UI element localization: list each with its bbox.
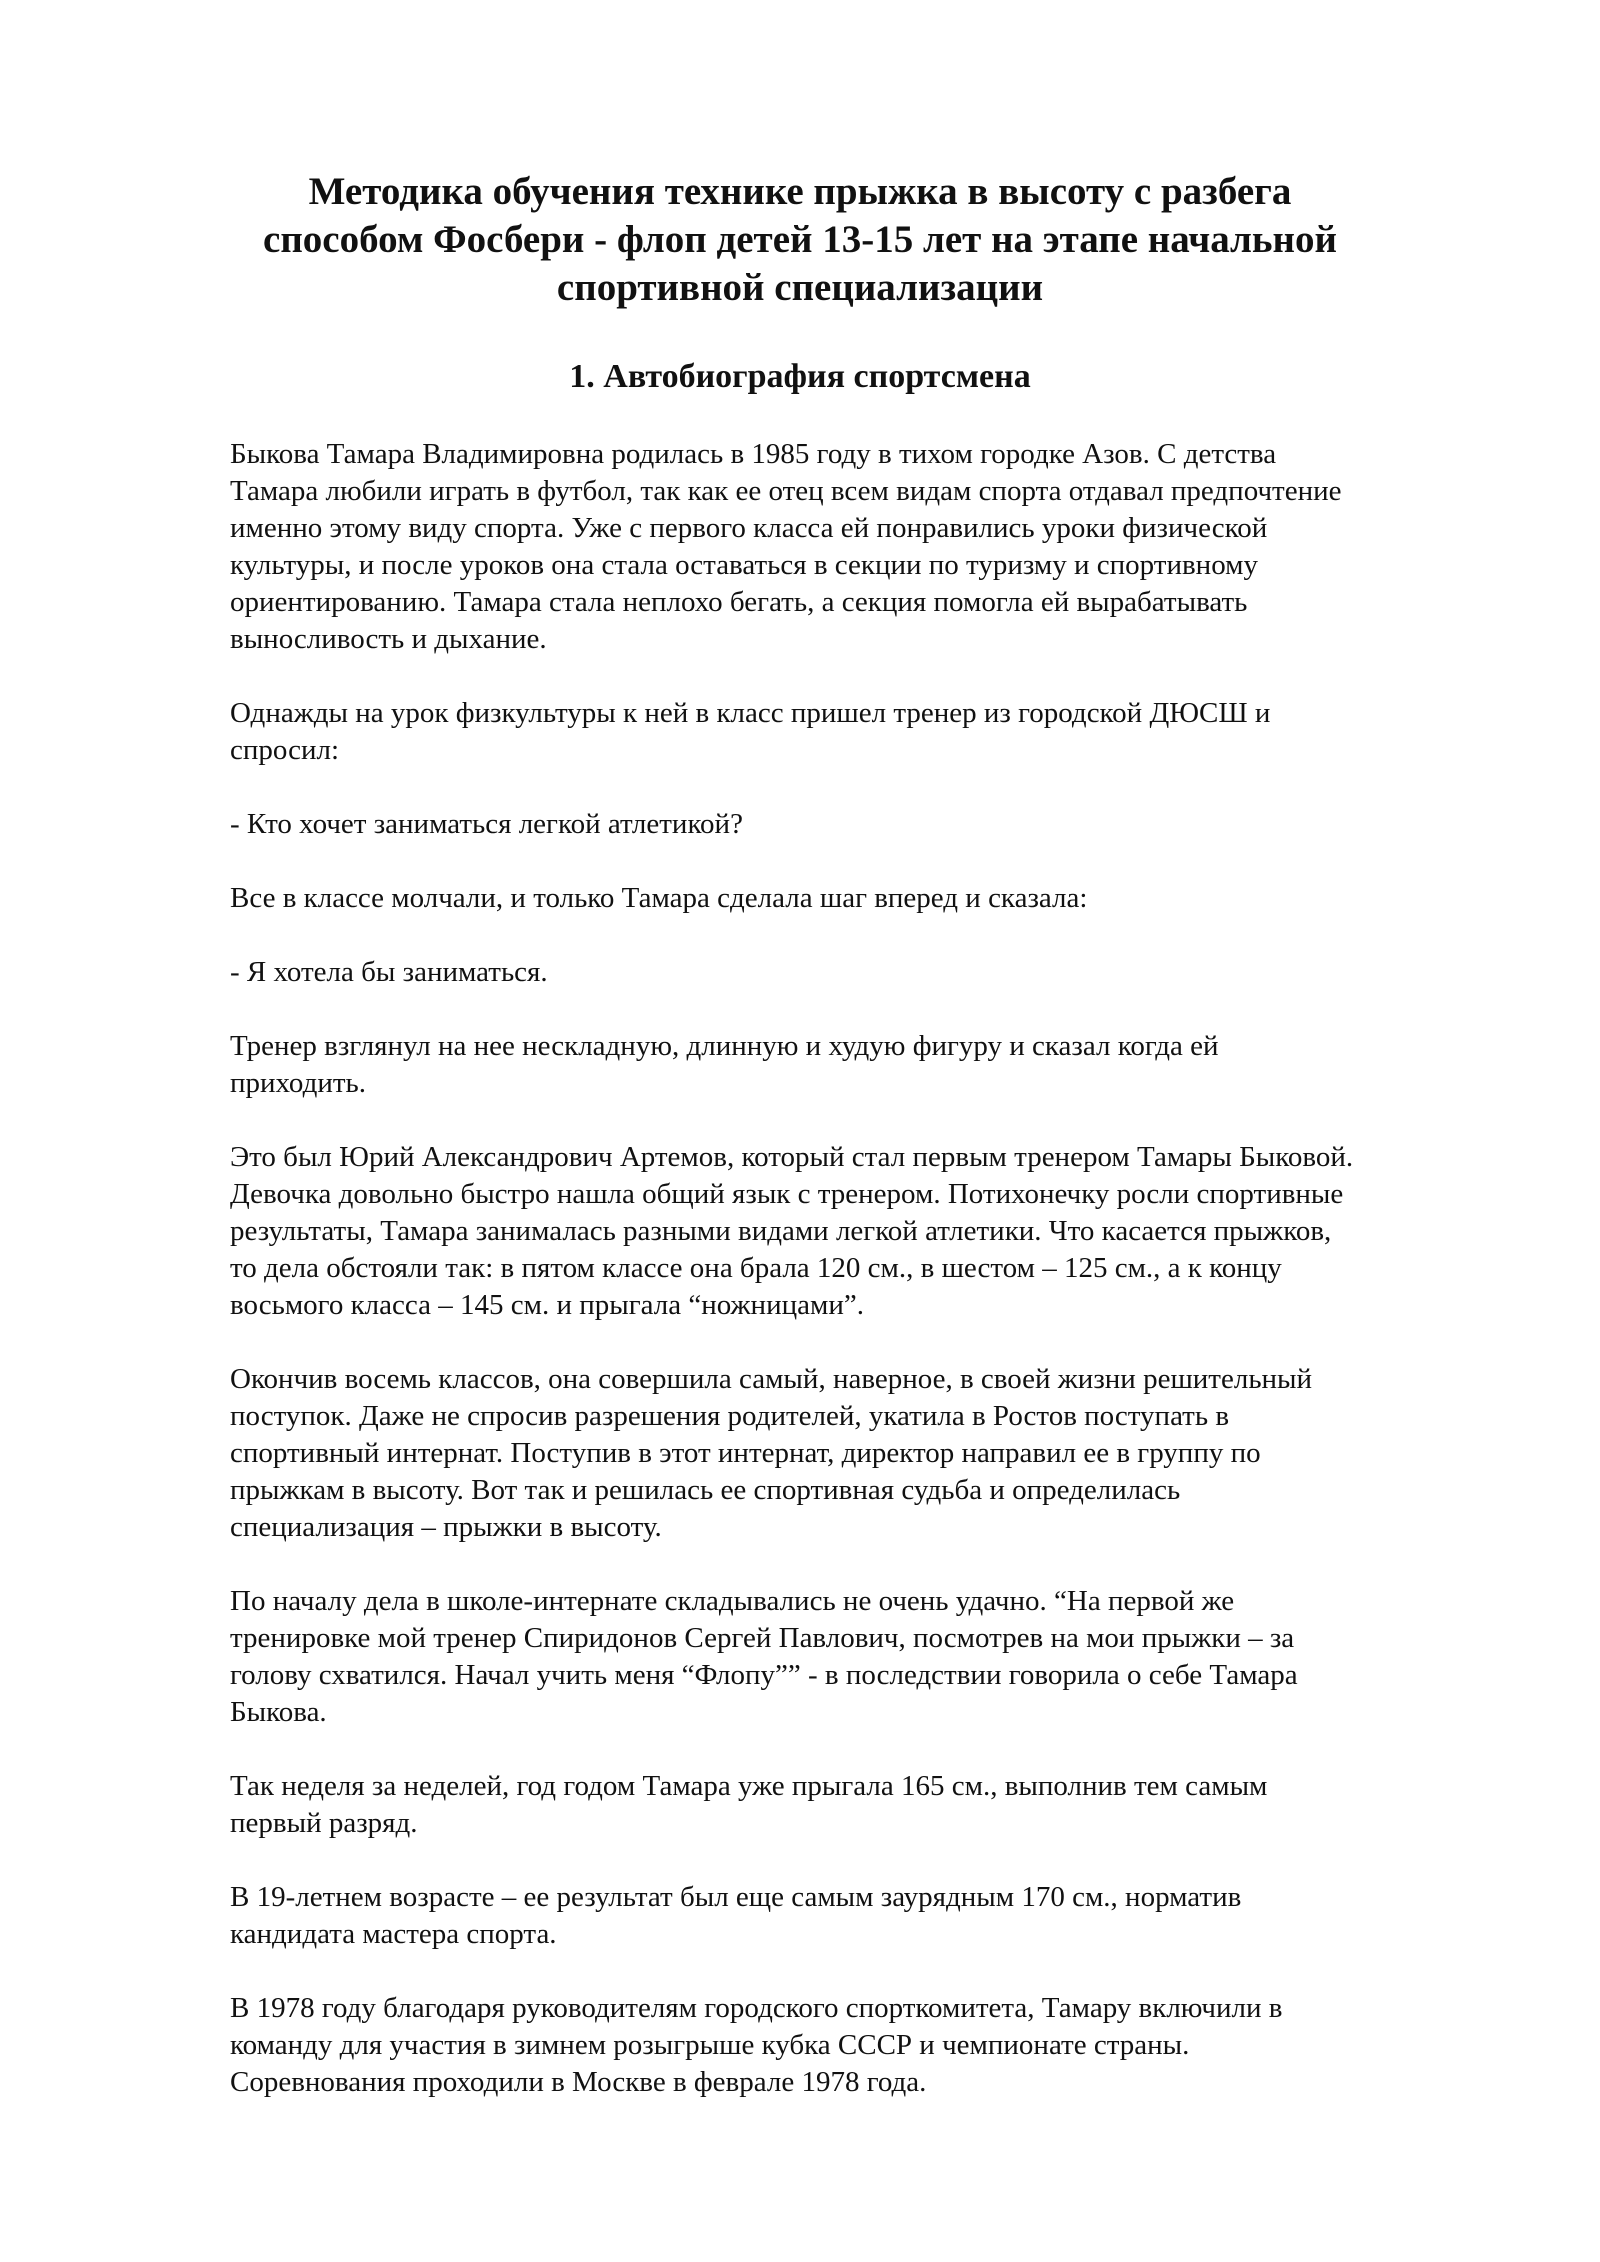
paragraph-line: В 19-летнем возрасте – ее результат был еще самым заурядным 170 см., норматив [230,1881,1242,1913]
paragraph-line: Тренер взглянул на нее нескладную, длинную и худую фигуру и сказал когда ей [230,1030,1219,1062]
section-heading: 1. Автобиография спортсмена [569,358,1031,395]
paragraph [230,1768,1530,1842]
paragraph-line: выносливость и дыхание. [230,623,547,655]
paragraph-line: специализация – прыжки в высоту. [230,1511,662,1543]
paragraph-line: Окончив восемь классов, она совершила самый, наверное, в своей жизни решительный [230,1363,1313,1395]
paragraph-line: Быкова Тамара Владимировна родилась в 1985 году в тихом городке Азов. С детства [230,438,1277,470]
paragraph [230,806,1530,843]
title-line: Методика обучения технике прыжка в высоту с разбега [308,170,1292,213]
paragraph-line: именно этому виду спорта. Уже с первого класса ей понравились уроки физической [230,512,1268,544]
paragraph-line: Девочка довольно быстро нашла общий язык с тренером. Потихонечку росли спортивные [230,1178,1344,1210]
paragraph-line: Соревнования проходили в Москве в феврале 1978 года. [230,2066,927,2098]
title-line: способом Фосбери - флоп детей 13-15 лет на этапе начальной [263,218,1337,261]
paragraph-line: Это был Юрий Александрович Артемов, который стал первым тренером Тамары Быковой. [230,1141,1354,1173]
paragraph [230,1990,1530,2101]
paragraph-line: По началу дела в школе-интернате складывались не очень удачно. “На первой же [230,1585,1235,1617]
paragraph [230,1028,1530,1102]
paragraph [230,695,1530,769]
title-line: спортивной специализации [556,266,1044,309]
paragraph-line: Однажды на урок физкультуры к ней в класс пришел тренер из городской ДЮСШ и [230,697,1271,729]
document-title [180,168,1420,312]
paragraph-line: приходить. [230,1067,367,1099]
paragraph-line: Так неделя за неделей, год годом Тамара уже прыгала 165 см., выполнив тем самым [230,1770,1268,1802]
paragraph-line: то дела обстояли так: в пятом классе она брала 120 см., в шестом – 125 см., а к концу [230,1252,1282,1284]
paragraph-line: прыжкам в высоту. Вот так и решилась ее спортивная судьба и определилась [230,1474,1181,1506]
paragraph-line: В 1978 году благодаря руководителям городского спорткомитета, Тамару включили в [230,1992,1283,2024]
paragraph [230,1139,1530,1324]
paragraph-line: первый разряд. [230,1807,418,1839]
paragraph-line: восьмого класса – 145 см. и прыгала “ножницами”. [230,1289,864,1321]
paragraph-line: Быкова. [230,1696,327,1728]
paragraph-line: поступок. Даже не спросив разрешения родителей, укатила в Ростов поступать в [230,1400,1230,1432]
paragraph-line: кандидата мастера спорта. [230,1918,557,1950]
paragraph-line: Все в классе молчали, и только Тамара сделала шаг вперед и сказала: [230,882,1088,914]
paragraph [230,1879,1530,1953]
paragraph [230,1361,1530,1546]
paragraph-line: тренировке мой тренер Спиридонов Сергей Павлович, посмотрев на мои прыжки – за [230,1622,1295,1654]
paragraph-line: Тамара любили играть в футбол, так как ее отец всем видам спорта отдавал предпочтение [230,475,1342,507]
paragraph-line: ориентированию. Тамара стала неплохо бегать, а секция помогла ей вырабатывать [230,586,1248,618]
paragraph-line: - Я хотела бы заниматься. [230,956,548,988]
paragraph [230,954,1530,991]
paragraph-line: команду для участия в зимнем розыгрыше кубка СССР и чемпионате страны. [230,2029,1190,2061]
paragraph-line: - Кто хочет заниматься легкой атлетикой? [230,808,743,840]
paragraph-line: результаты, Тамара занималась разными видами легкой атлетики. Что касается прыжков, [230,1215,1332,1247]
paragraph-line: культуры, и после уроков она стала оставаться в секции по туризму и спортивному [230,549,1258,581]
paragraph [230,436,1530,658]
paragraph [230,880,1530,917]
document-body [230,436,1530,2138]
paragraph [230,1583,1530,1731]
paragraph-line: голову схватился. Начал учить меня “Флопу”” - в последствии говорила о себе Тамара [230,1659,1298,1691]
paragraph-line: спортивный интернат. Поступив в этот интернат, директор направил ее в группу по [230,1437,1261,1469]
paragraph-line: спросил: [230,734,340,766]
